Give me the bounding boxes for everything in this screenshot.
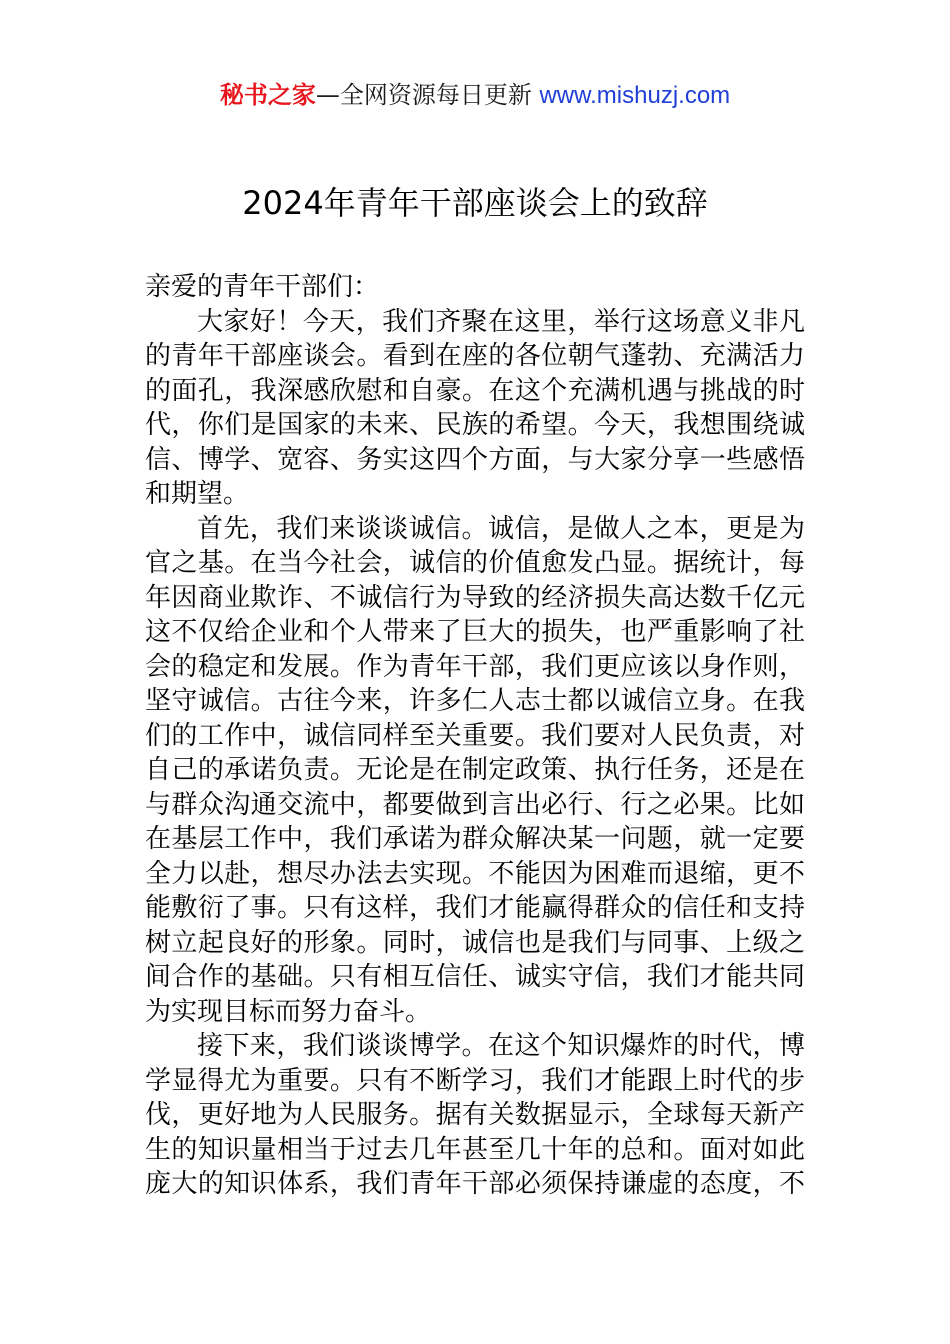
- body-line: 亲爱的青年干部们：: [145, 272, 380, 302]
- body-line: 和期望。: [145, 479, 250, 509]
- body-line: 们的工作中，诚信同样至关重要。我们要对人民负责，对: [145, 720, 805, 751]
- body-line: 树立起良好的形象。同时，诚信也是我们与同事、上级之: [145, 927, 805, 958]
- body-line: 代，你们是国家的未来、民族的希望。今天，我想围绕诚: [145, 410, 805, 440]
- body-line: 信、博学、宽容、务实这四个方面，与大家分享一些感悟: [145, 444, 805, 475]
- site-header: [0, 78, 950, 113]
- body-line: 自己的承诺负责。无论是在制定政策、执行任务，还是在: [145, 755, 805, 785]
- body-line: 全力以赴，想尽办法去实现。不能因为困难而退缩，更不: [145, 858, 805, 889]
- body-line: 大家好！今天，我们齐聚在这里，举行这场意义非凡: [197, 306, 805, 337]
- body-line: 学显得尤为重要。只有不断学习，我们才能跟上时代的步: [145, 1065, 805, 1096]
- body-line: 会的稳定和发展。作为青年干部，我们更应该以身作则，: [145, 651, 805, 682]
- body-line: 首先，我们来谈谈诚信。诚信，是做人之本，更是为: [197, 513, 805, 544]
- body-line: 伐，更好地为人民服务。据有关数据显示，全球每天新产: [145, 1100, 805, 1130]
- body-line: 能敷衍了事。只有这样，我们才能赢得群众的信任和支持: [145, 893, 805, 923]
- brand-name: 秘书之家: [219, 81, 316, 109]
- body-line: 官之基。在当今社会，诚信的价值愈发凸显。据统计，每: [145, 548, 805, 578]
- body-line: 的面孔，我深感欣慰和自豪。在这个充满机遇与挑战的时: [145, 375, 805, 406]
- header-tagline: —全网资源每日更新: [315, 81, 532, 109]
- document-title: 2024年青年干部座谈会上的致辞: [242, 184, 708, 222]
- body-line: 生的知识量相当于过去几年甚至几十年的总和。面对如此: [145, 1134, 805, 1165]
- body-line: 为实现目标而努力奋斗。: [145, 996, 432, 1027]
- body-line: 接下来，我们谈谈博学。在这个知识爆炸的时代，博: [197, 1031, 805, 1061]
- body-line: 间合作的基础。只有相互信任、诚实守信，我们才能共同: [145, 962, 805, 992]
- document-body: [145, 270, 805, 1202]
- body-line: 庞大的知识体系，我们青年干部必须保持谦虚的态度，不: [145, 1169, 805, 1199]
- body-line: 这不仅给企业和个人带来了巨大的损失，也严重影响了社: [145, 617, 805, 647]
- body-line: 年因商业欺诈、不诚信行为导致的经济损失高达数千亿元: [145, 582, 805, 613]
- site-url-link[interactable]: www.mishuzj.com: [539, 82, 731, 109]
- body-line: 坚守诚信。古往今来，许多仁人志士都以诚信立身。在我: [145, 686, 805, 716]
- body-line: 在基层工作中，我们承诺为群众解决某一问题，就一定要: [145, 824, 805, 854]
- body-line: 与群众沟通交流中，都要做到言出必行、行之必果。比如: [145, 789, 805, 820]
- body-line: 的青年干部座谈会。看到在座的各位朝气蓬勃、充满活力: [145, 341, 805, 371]
